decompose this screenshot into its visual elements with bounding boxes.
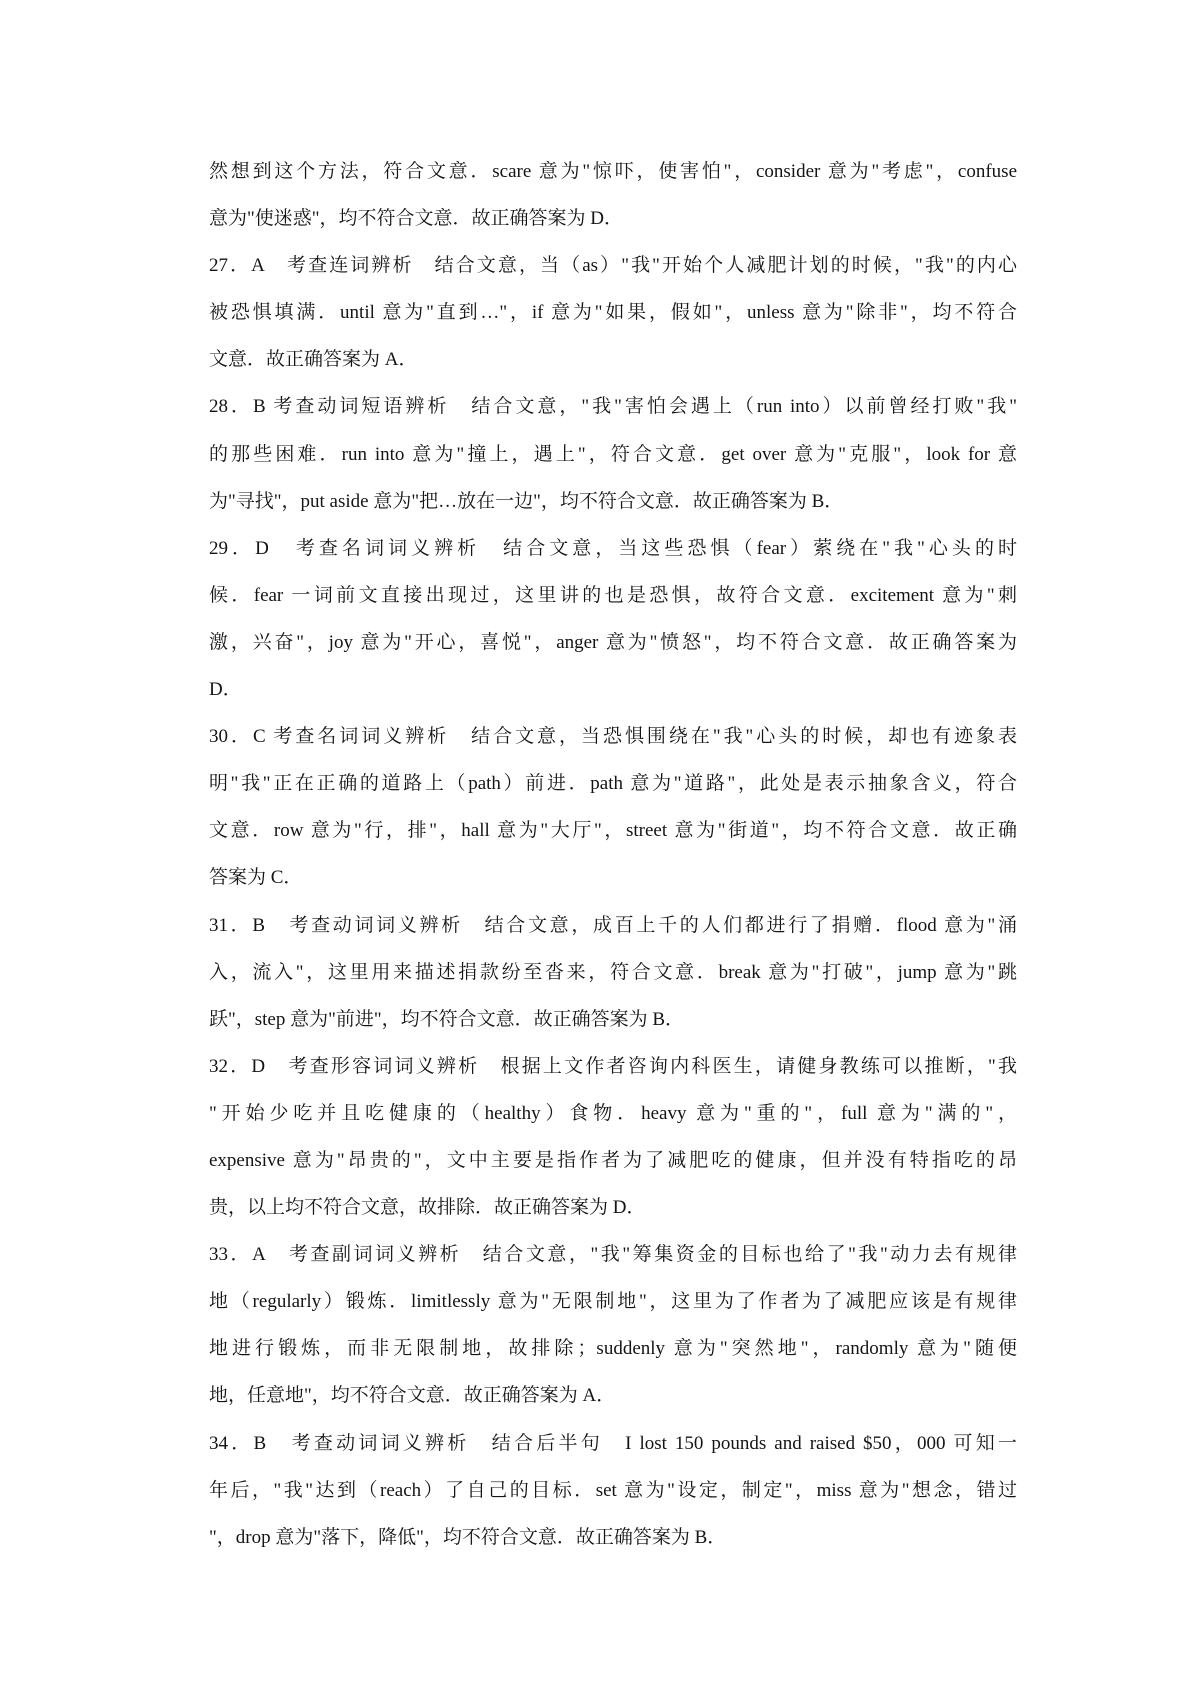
text-line: "，drop 意为"落下，降低"，均不符合文意．故正确答案为 B． (209, 1526, 727, 1548)
text-line: 意为"使迷惑"，均不符合文意．故正确答案为 D． (209, 208, 623, 230)
text-line: expensive 意为"昂贵的"，文中主要是指作者为了减肥吃的健康，但并没有特指吃的昂 (209, 1149, 1017, 1171)
text-line: 29．D 考查名词词义辨析 结合文意，当这些恐惧（fear）萦绕在"我"心头的时 (209, 537, 1017, 559)
text-line: 地，任意地"，均不符合文意．故正确答案为 A． (209, 1385, 616, 1407)
text-line: 明"我"正在正确的道路上（path）前进．path 意为"道路"，此处是表示抽象含义，符合 (209, 773, 1017, 795)
text-line: 32．D 考查形容词词义辨析 根据上文作者咨询内科医生，请健身教练可以推断，"我 (209, 1055, 1017, 1077)
text-line: "开始少吃并且吃健康的（healthy）食物．heavy 意为"重的"，full 意为"满的"， (209, 1102, 1017, 1124)
text-line: 然想到这个方法，符合文意．scare 意为"惊吓，使害怕"，consider 意为"考虑"，confuse (209, 161, 1017, 182)
text-line: 候．fear 一词前文直接出现过，这里讲的也是恐惧，故符合文意．excitement 意为"刺 (209, 584, 1017, 606)
text-line: 30．C 考查名词词义辨析 结合文意，当恐惧围绕在"我"心头的时候，却也有迹象表 (209, 726, 1017, 748)
text-line: 文意．row 意为"行，排"，hall 意为"大厅"，street 意为"街道"，均不符合文意．故正确 (209, 820, 1017, 842)
text-line: 文意．故正确答案为 A． (209, 349, 418, 371)
text-line: 跃"，step 意为"前进"，均不符合文意．故正确答案为 B． (209, 1008, 685, 1030)
text-line: 地（regularly）锻炼．limitlessly 意为"无限制地"，这里为了作者为了减肥应该是有规律 (209, 1291, 1017, 1313)
text-line: 33．A 考查副词词义辨析 结合文意，"我"筹集资金的目标也给了"我"动力去有规律 (209, 1244, 1017, 1266)
text-line: 28．B 考查动词短语辨析 结合文意，"我"害怕会遇上（run into）以前曾经打败"我" (209, 396, 1017, 418)
text-line: 答案为 C． (209, 867, 303, 889)
text-line: 的那些困难．run into 意为"撞上，遇上"，符合文意．get over 意为"克服"，look for 意 (209, 443, 1017, 465)
text-line: 34．B 考查动词词义辨析 结合后半句 I lost 150 pounds and raised $50，000 可知一 (209, 1432, 1017, 1454)
answer-explanations (209, 148, 1017, 1561)
text-line: 贵，以上均不符合文意，故排除．故正确答案为 D． (209, 1197, 646, 1219)
text-line: 被恐惧填满．until 意为"直到…"，if 意为"如果，假如"，unless 意为"除非"，均不符合 (209, 302, 1017, 324)
text-line: 年后，"我"达到（reach）了自己的目标．set 意为"设定，制定"，miss 意为"想念，错过 (209, 1479, 1017, 1501)
text-line: 激，兴奋"，joy 意为"开心，喜悦"，anger 意为"愤怒"，均不符合文意．故正确答案为 (209, 631, 1017, 653)
text-line: D． (209, 679, 242, 701)
text-line: 入，流入"，这里用来描述捐款纷至沓来，符合文意．break 意为"打破"，jump 意为"跳 (209, 961, 1017, 983)
text-line: 为"寻找"，put aside 意为"把…放在一边"，均不符合文意．故正确答案为 B． (209, 490, 844, 512)
text-line: 地进行锻炼，而非无限制地，故排除；suddenly 意为"突然地"，randomly 意为"随便 (209, 1338, 1017, 1360)
text-line: 27．A 考查连词辨析 结合文意，当（as）"我"开始个人减肥计划的时候，"我"的内心 (209, 255, 1017, 277)
text-line: 31．B 考查动词词义辨析 结合文意，成百上千的人们都进行了捐赠．flood 意为"涌 (209, 914, 1017, 936)
